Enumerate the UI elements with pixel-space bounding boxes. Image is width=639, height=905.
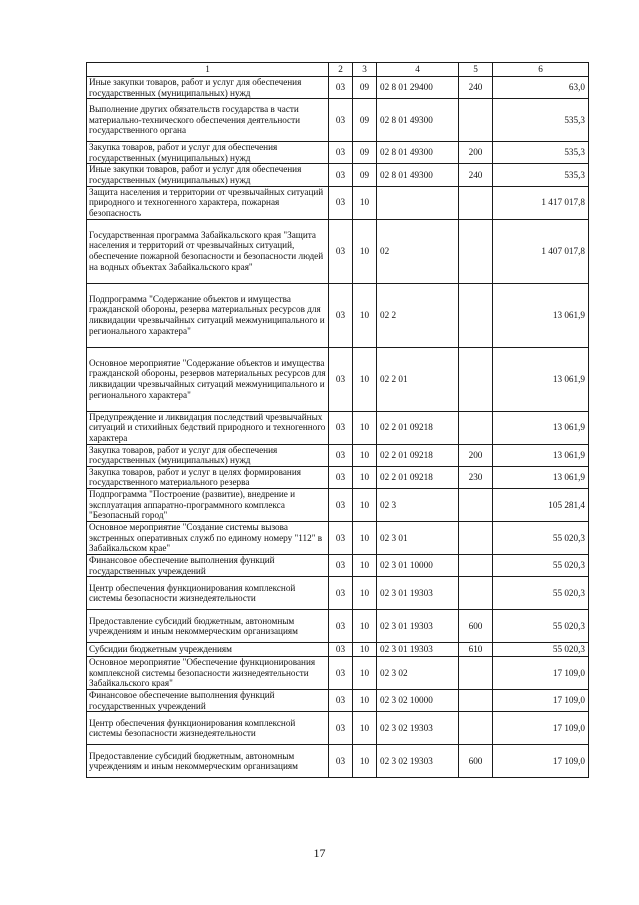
column-number-row: [87, 63, 589, 77]
row-expense-type: 240: [459, 164, 493, 186]
row-subsection: 10: [353, 488, 377, 521]
row-section: 03: [329, 554, 353, 576]
row-amount: 535,3: [493, 99, 589, 142]
row-amount: 13 061,9: [493, 283, 589, 347]
row-expense-type: [459, 657, 493, 690]
row-target-code: 02 3 01 10000: [377, 554, 459, 576]
row-expense-type: [459, 411, 493, 444]
row-subsection: 10: [353, 690, 377, 712]
row-expense-type: [459, 488, 493, 521]
column-number-4: 4: [377, 63, 459, 77]
table-row: [87, 283, 589, 347]
row-section: 03: [329, 657, 353, 690]
row-name: Закупка товаров, работ и услуг в целях формирования государственного материального резерва: [87, 466, 329, 488]
table-row: [87, 690, 589, 712]
row-amount: 17 109,0: [493, 657, 589, 690]
row-amount: 63,0: [493, 77, 589, 99]
table-row: [87, 488, 589, 521]
row-section: 03: [329, 411, 353, 444]
row-target-code: 02: [377, 219, 459, 283]
row-subsection: 09: [353, 164, 377, 186]
table-row: [87, 521, 589, 554]
budget-table-body: [87, 63, 589, 778]
row-name: Подпрограмма "Построение (развитие), внедрение и эксплуатация аппаратно-программного комплекса "Безопасный город": [87, 488, 329, 521]
row-expense-type: [459, 712, 493, 745]
row-amount: 55 020,3: [493, 610, 589, 643]
row-target-code: 02 8 01 49300: [377, 99, 459, 142]
row-amount: 1 407 017,8: [493, 219, 589, 283]
row-target-code: 02 8 01 29400: [377, 77, 459, 99]
table-row: [87, 466, 589, 488]
row-target-code: 02 3 01 19303: [377, 643, 459, 657]
row-amount: 17 109,0: [493, 690, 589, 712]
row-section: 03: [329, 577, 353, 610]
row-name: Финансовое обеспечение выполнения функций государственных учреждений: [87, 554, 329, 576]
table-row: [87, 77, 589, 99]
row-name: Выполнение других обязательств государства в части материально-технического обеспечения деятельности государственного органа: [87, 99, 329, 142]
row-expense-type: 230: [459, 466, 493, 488]
column-number-1: 1: [87, 63, 329, 77]
row-amount: 13 061,9: [493, 411, 589, 444]
row-name: Закупка товаров, работ и услуг для обеспечения государственных (муниципальных) нужд: [87, 444, 329, 466]
row-section: 03: [329, 643, 353, 657]
row-section: 03: [329, 347, 353, 411]
table-row: [87, 610, 589, 643]
row-target-code: 02 2 01: [377, 347, 459, 411]
row-target-code: 02 3 02: [377, 657, 459, 690]
row-name: Центр обеспечения функционирования комплексной системы безопасности жизнедеятельности: [87, 712, 329, 745]
row-name: Субсидии бюджетным учреждениям: [87, 643, 329, 657]
row-section: 03: [329, 466, 353, 488]
row-target-code: 02 3 01: [377, 521, 459, 554]
row-target-code: 02 3 02 19303: [377, 712, 459, 745]
row-target-code: 02 3 01 19303: [377, 577, 459, 610]
row-expense-type: 200: [459, 142, 493, 164]
row-subsection: 10: [353, 610, 377, 643]
row-section: 03: [329, 77, 353, 99]
row-target-code: 02 2 01 09218: [377, 444, 459, 466]
row-expense-type: [459, 219, 493, 283]
row-subsection: 10: [353, 745, 377, 778]
row-target-code: 02 2: [377, 283, 459, 347]
table-row: [87, 643, 589, 657]
row-target-code: 02 3 02 10000: [377, 690, 459, 712]
row-expense-type: [459, 347, 493, 411]
row-expense-type: 200: [459, 444, 493, 466]
row-expense-type: 600: [459, 610, 493, 643]
row-subsection: 10: [353, 466, 377, 488]
row-amount: 55 020,3: [493, 643, 589, 657]
table-row: [87, 164, 589, 186]
row-name: Иные закупки товаров, работ и услуг для обеспечения государственных (муниципальных) нужд: [87, 77, 329, 99]
row-subsection: 10: [353, 347, 377, 411]
table-row: [87, 745, 589, 778]
row-target-code: 02 2 01 09218: [377, 466, 459, 488]
row-subsection: 10: [353, 444, 377, 466]
row-section: 03: [329, 610, 353, 643]
row-subsection: 10: [353, 521, 377, 554]
row-section: 03: [329, 521, 353, 554]
row-section: 03: [329, 99, 353, 142]
row-subsection: 09: [353, 142, 377, 164]
row-expense-type: 600: [459, 745, 493, 778]
row-name: Предупреждение и ликвидация последствий чрезвычайных ситуаций и стихийных бедствий природного и техногенного характера: [87, 411, 329, 444]
row-name: Основное мероприятие "Содержание объектов и имущества гражданской обороны, резервов материальных ресурсов для ликвидации чрезвычайных ситуаций межмуниципального и регионального характера": [87, 347, 329, 411]
row-amount: 105 281,4: [493, 488, 589, 521]
column-number-5: 5: [459, 63, 493, 77]
row-amount: 17 109,0: [493, 745, 589, 778]
row-section: 03: [329, 690, 353, 712]
row-subsection: 09: [353, 99, 377, 142]
row-target-code: 02 8 01 49300: [377, 164, 459, 186]
row-name: Основное мероприятие "Создание системы вызова экстренных оперативных служб по единому номеру "112" в Забайкальском крае": [87, 521, 329, 554]
row-expense-type: [459, 521, 493, 554]
table-row: [87, 411, 589, 444]
table-row: [87, 657, 589, 690]
row-amount: 13 061,9: [493, 347, 589, 411]
row-subsection: 10: [353, 283, 377, 347]
row-expense-type: [459, 577, 493, 610]
column-number-6: 6: [493, 63, 589, 77]
budget-table: [86, 62, 589, 778]
table-row: [87, 444, 589, 466]
row-section: 03: [329, 142, 353, 164]
row-subsection: 10: [353, 411, 377, 444]
row-section: 03: [329, 186, 353, 219]
row-amount: 13 061,9: [493, 466, 589, 488]
row-subsection: 10: [353, 219, 377, 283]
row-subsection: 10: [353, 712, 377, 745]
row-target-code: 02 3 02 19303: [377, 745, 459, 778]
column-number-3: 3: [353, 63, 377, 77]
row-name: Предоставление субсидий бюджетным, автономным учреждениям и иным некоммерческим организациям: [87, 745, 329, 778]
row-amount: 55 020,3: [493, 577, 589, 610]
row-amount: 17 109,0: [493, 712, 589, 745]
row-name: Иные закупки товаров, работ и услуг для обеспечения государственных (муниципальных) нужд: [87, 164, 329, 186]
row-name: Государственная программа Забайкальского края "Защита населения и территорий от чрезвычайных ситуаций, обеспечение пожарной безопасности и безопасности людей на водных объектах Забайкальского края": [87, 219, 329, 283]
row-amount: 1 417 017,8: [493, 186, 589, 219]
row-section: 03: [329, 164, 353, 186]
row-section: 03: [329, 283, 353, 347]
row-expense-type: [459, 690, 493, 712]
row-amount: 55 020,3: [493, 521, 589, 554]
row-subsection: 10: [353, 554, 377, 576]
row-expense-type: [459, 283, 493, 347]
row-section: 03: [329, 712, 353, 745]
row-target-code: 02 8 01 49300: [377, 142, 459, 164]
table-row: [87, 554, 589, 576]
row-expense-type: [459, 99, 493, 142]
row-section: 03: [329, 219, 353, 283]
row-expense-type: [459, 554, 493, 576]
page-number: 17: [313, 846, 326, 860]
row-name: Финансовое обеспечение выполнения функций государственных учреждений: [87, 690, 329, 712]
row-target-code: 02 3: [377, 488, 459, 521]
row-section: 03: [329, 745, 353, 778]
table-row: [87, 99, 589, 142]
row-target-code: 02 2 01 09218: [377, 411, 459, 444]
row-expense-type: 610: [459, 643, 493, 657]
row-name: Центр обеспечения функционирования комплексной системы безопасности жизнедеятельности: [87, 577, 329, 610]
row-name: Основное мероприятие "Обеспечение функционирования комплексной системы безопасности жизнедеятельности Забайкальского края": [87, 657, 329, 690]
row-target-code: 02 3 01 19303: [377, 610, 459, 643]
row-expense-type: [459, 186, 493, 219]
row-amount: 13 061,9: [493, 444, 589, 466]
table-row: [87, 142, 589, 164]
table-row: [87, 347, 589, 411]
row-amount: 535,3: [493, 142, 589, 164]
row-amount: 55 020,3: [493, 554, 589, 576]
row-amount: 535,3: [493, 164, 589, 186]
row-subsection: 10: [353, 577, 377, 610]
row-name: Подпрограмма "Содержание объектов и имущества гражданской обороны, резерва материальных ресурсов для ликвидации чрезвычайных ситуаций межмуниципального и регионального характера": [87, 283, 329, 347]
row-expense-type: 240: [459, 77, 493, 99]
column-number-2: 2: [329, 63, 353, 77]
table-row: [87, 186, 589, 219]
row-name: Защита населения и территории от чрезвычайных ситуаций природного и техногенного характера, пожарная безопасность: [87, 186, 329, 219]
table-row: [87, 712, 589, 745]
row-subsection: 10: [353, 657, 377, 690]
row-name: Закупка товаров, работ и услуг для обеспечения государственных (муниципальных) нужд: [87, 142, 329, 164]
table-row: [87, 577, 589, 610]
row-subsection: 09: [353, 77, 377, 99]
row-subsection: 10: [353, 186, 377, 219]
row-subsection: 10: [353, 643, 377, 657]
row-section: 03: [329, 488, 353, 521]
row-name: Предоставление субсидий бюджетным, автономным учреждениям и иным некоммерческим организациям: [87, 610, 329, 643]
table-row: [87, 219, 589, 283]
row-target-code: [377, 186, 459, 219]
row-section: 03: [329, 444, 353, 466]
